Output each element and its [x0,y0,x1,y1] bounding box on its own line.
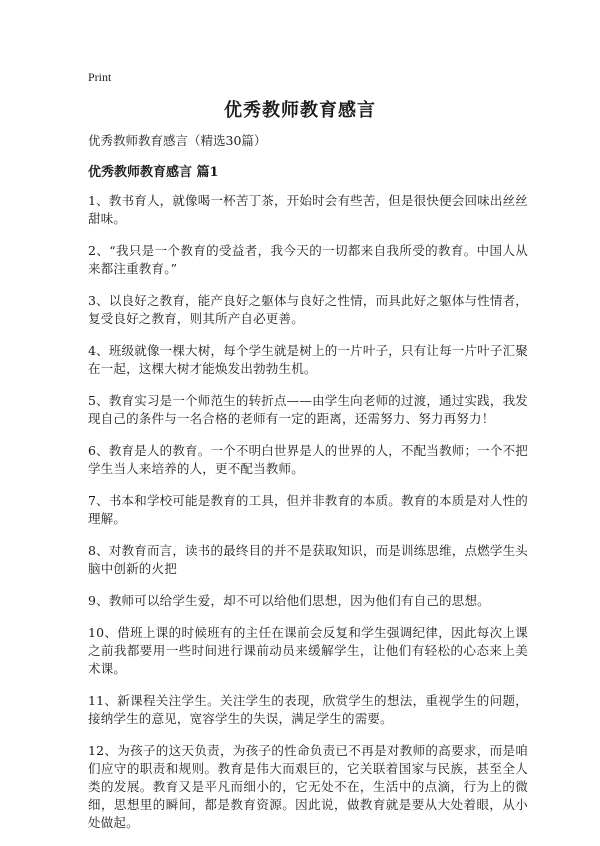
paragraph-12: 12、为孩子的这天负责，为孩子的性命负责已不再是对教师的高要求，而是咱们应守的职责和规则。教育是伟大而艰巨的，它关联着国家与民族，甚至全人类的发展。教育又是平凡而细小的，它无处不在，生活中的点滴，行为上的微细，思想里的瞬间，都是教育资源。因此说，做教育就是要从大处着眼，从小处做起。 [88,743,528,830]
paragraph-2: 2、“我只是一个教育的受益者，我今天的一切都来自我所受的教育。中国人从来都注重教育。” [88,243,528,276]
paragraph-4: 4、班级就像一棵大树，每个学生就是树上的一片叶子，只有让每一片叶子汇聚在一起，这棵大树才能焕发出勃勃生机。 [88,343,528,376]
paragraph-10: 10、借班上课的时候班有的主任在课前会反复和学生强调纪律，因此每次上课之前我都要用一些时间进行课前动员来缓解学生，让他们有轻松的心态来上美术课。 [88,625,528,676]
document-body [88,132,528,846]
paragraph-9: 9、教师可以给学生爱，却不可以给他们思想，因为他们有自己的思想。 [88,593,490,608]
paragraph-1: 1、教书育人，就像喝一杯苦丁茶，开始时会有些苦，但是很快便会回味出丝丝甜味。 [88,193,528,226]
section-heading: 优秀教师教育感言 篇1 [88,165,219,180]
page-title: 优秀教师教育感言 [224,100,376,121]
paragraph-5: 5、教育实习是一个师范生的转折点——由学生向老师的过渡，通过实践，我发现自己的条件与一名合格的老师有一定的距离，还需努力、努力再努力！ [88,393,528,426]
paragraph-3: 3、以良好之教育，能产良好之躯体与良好之性情，而具此好之躯体与性情者，复受良好之教育，则其所产自必更善。 [88,293,528,326]
paragraph-8: 8、对教育而言，读书的最终目的并不是获取知识，而是训练思维，点燃学生头脑中创新的火把 [88,543,528,576]
paragraph-7: 7、书本和学校可能是教育的工具，但并非教育的本质。教育的本质是对人性的理解。 [88,493,528,526]
paragraph-11: 11、新课程关注学生。关注学生的表现，欣赏学生的想法，重视学生的问题，接纳学生的意见，宽容学生的失误，满足学生的需要。 [88,693,528,726]
print-link[interactable]: Print [88,70,112,84]
document-subtitle: 优秀教师教育感言（精选30篇） [88,133,267,148]
paragraph-6: 6、教育是人的教育。一个不明白世界是人的世界的人，不配当教师；一个不把学生当人来培养的人，更不配当教师。 [88,443,528,476]
